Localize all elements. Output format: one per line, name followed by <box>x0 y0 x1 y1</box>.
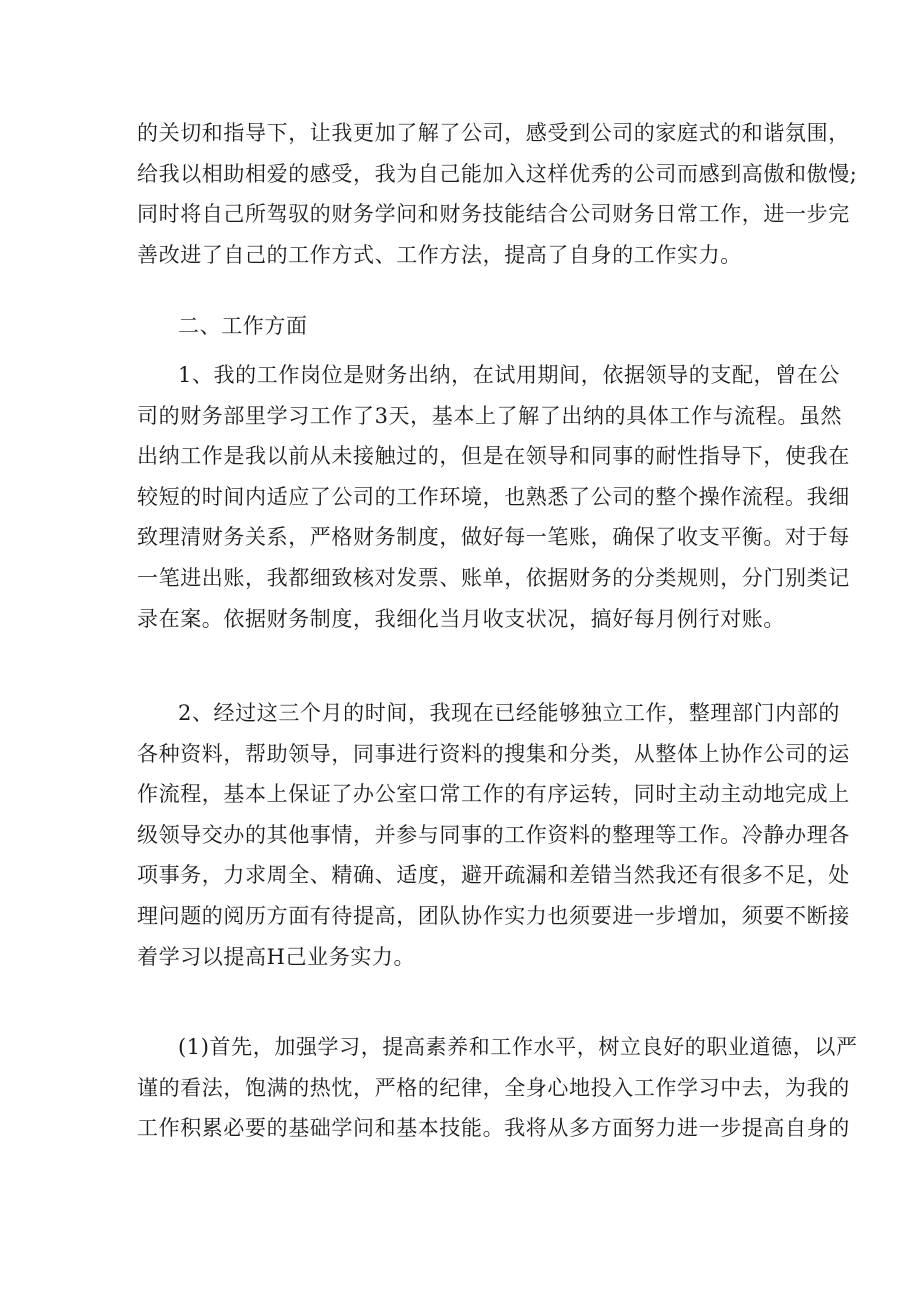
paragraph-line: (1)首先，加强学习，提高素养和工作水平，树立良好的职业道德，以严 <box>178 1035 858 1059</box>
paragraph-subitem-1 <box>137 1027 858 1149</box>
paragraph-line: 同时将自己所驾驭的财务学问和财务技能结合公司财务日常工作，进一步完 <box>137 202 850 227</box>
paragraph-line: 司的财务部里学习工作了3天，基本上了解了出纳的具体工作与流程。虽然 <box>137 403 843 428</box>
paragraph-line: 出纳工作是我以前从未接触过的，但是在领导和同事的耐性指导下，使我在 <box>137 444 850 469</box>
paragraph-item-2 <box>137 693 850 977</box>
section-heading-work: 二、工作方面 <box>178 314 308 338</box>
paragraph-line: 较短的时间内适应了公司的工作环境，也熟悉了公司的整个操作流程。我细 <box>137 484 850 509</box>
paragraph-line: 谨的看法，饱满的热忱，严格的纪律，全身心地投入工作学习中去，为我的 <box>137 1075 850 1100</box>
paragraph-line: 1、我的工作岗位是财务出纳，在试用期间，依据领导的支配，曾在公 <box>178 363 840 387</box>
paragraph-line: 各种资料，帮助领导，同事进行资料的搜集和分类，从整体上协作公司的运 <box>137 741 850 766</box>
paragraph-item-1 <box>137 355 850 639</box>
paragraph-line: 致理清财务关系，严格财务制度，做好每一笔账，确保了收支平衡。对于每 <box>137 525 850 550</box>
paragraph-line: 工作积累必要的基础学问和基本技能。我将从多方面努力进一步提高自身的 <box>137 1116 850 1141</box>
paragraph-line: 理问题的阅历方面有待提高，团队协作实力也须要进一步增加，须要不断接 <box>137 903 850 928</box>
paragraph-line: 给我以相助相爱的感受，我为自己能加入这样优秀的公司而感到高傲和傲慢; <box>137 161 858 186</box>
paragraph-line: 项事务，力求周全、精确、适度，避开疏漏和差错当然我还有很多不足，处 <box>137 863 850 888</box>
paragraph-line: 善改进了自己的工作方式、工作方法，提高了自身的工作实力。 <box>137 242 742 267</box>
paragraph-line: 一笔进出账，我都细致核对发票、账单，依据财务的分类规则，分门别类记 <box>137 565 850 590</box>
paragraph-intro-continuation <box>137 113 858 275</box>
paragraph-line: 录在案。依据财务制度，我细化当月收支状况，搞好每月例行对账。 <box>137 606 785 631</box>
paragraph-line: 2、经过这三个月的时间，我现在已经能够独立工作，整理部门内部的 <box>178 701 840 725</box>
paragraph-line: 级领导交办的其他事情，并参与同事的工作资料的整理等工作。冷静办理各 <box>137 822 850 847</box>
paragraph-line: 着学习以提高H己业务实力。 <box>137 944 416 969</box>
paragraph-line: 的关切和指导下，让我更加了解了公司，感受到公司的家庭式的和谐氛围， <box>137 121 850 145</box>
paragraph-line: 作流程，基本上保证了办公室口常工作的有序运转，同时主动主动地完成上 <box>137 782 850 807</box>
